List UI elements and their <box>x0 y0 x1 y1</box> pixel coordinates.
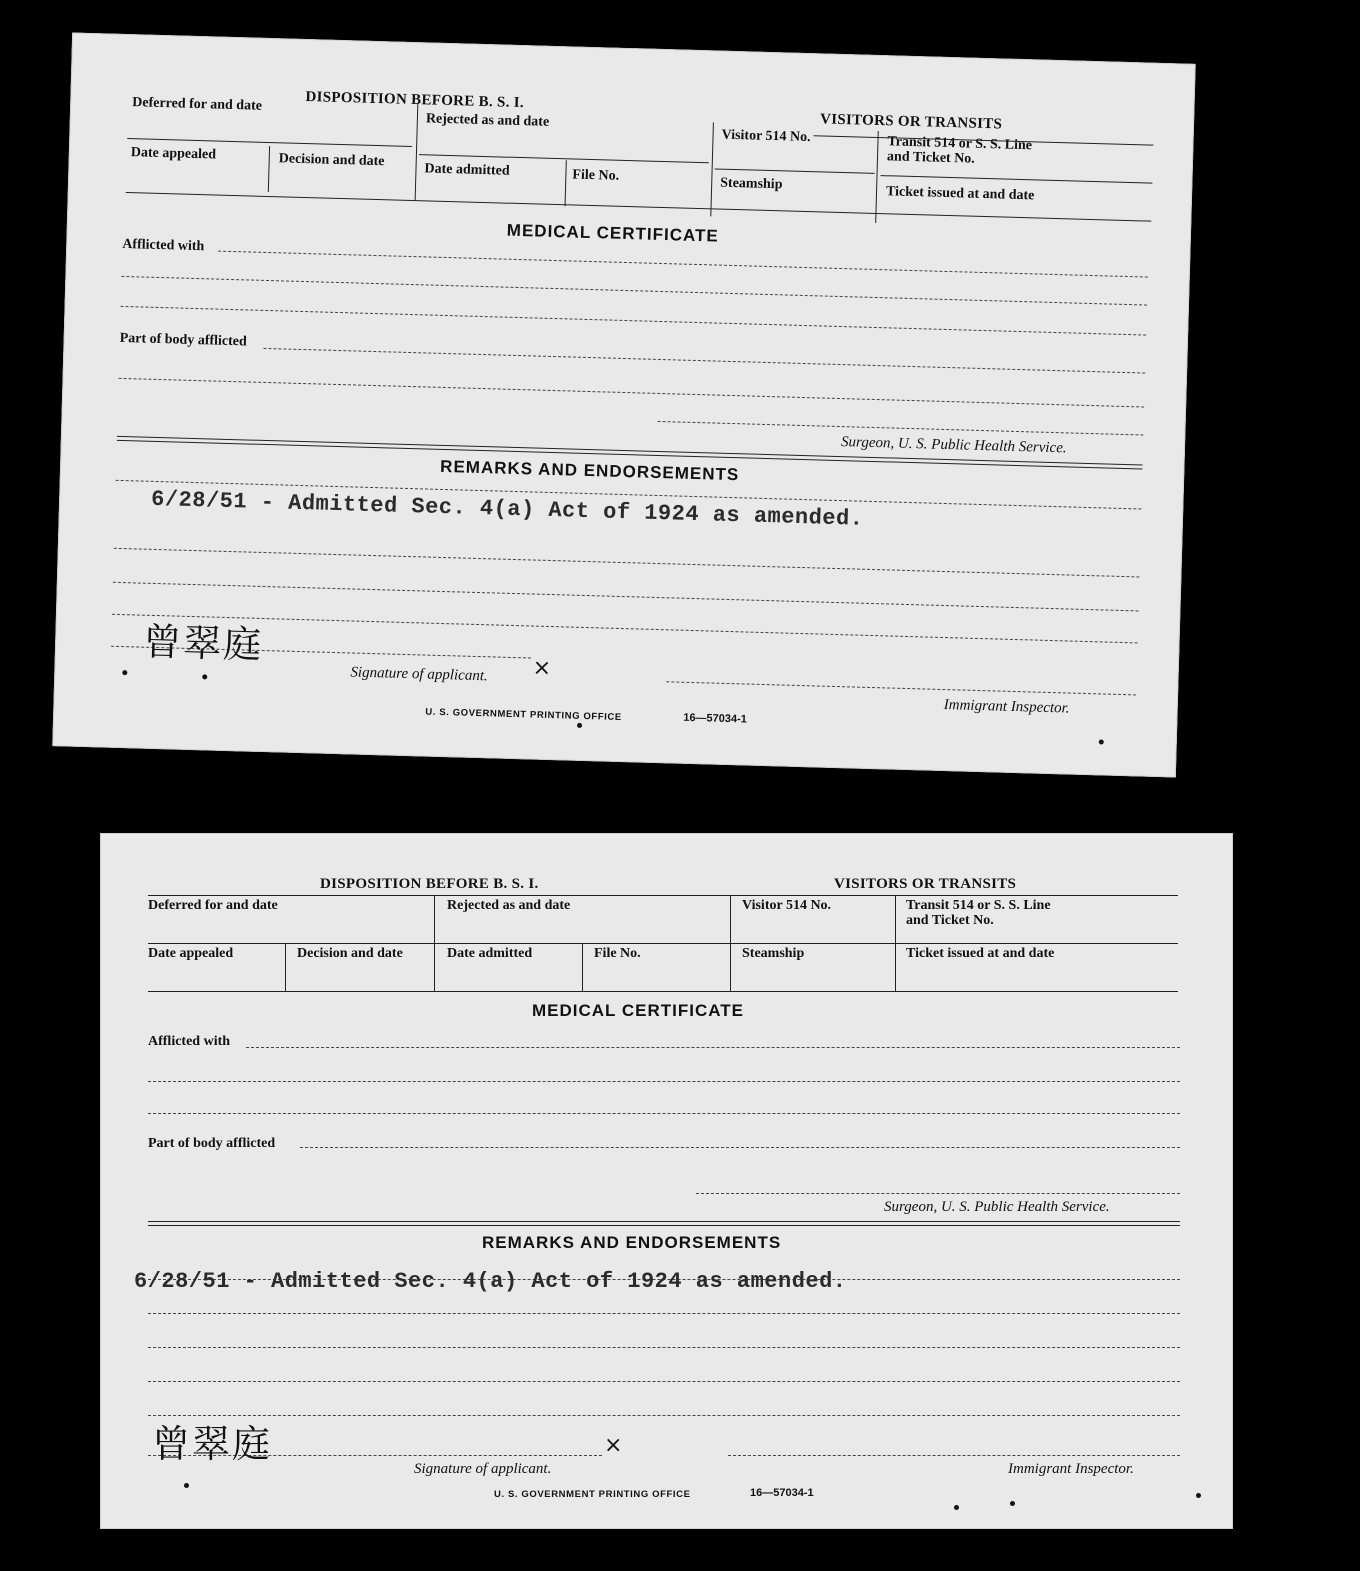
part-of-body-label: Part of body afflicted <box>148 1136 276 1151</box>
date-appealed-label: Date appealed <box>130 145 217 163</box>
divider <box>415 104 419 200</box>
dotted-line <box>148 1415 1180 1416</box>
remark-entry: 6/28/51 - Admitted Sec. 4(a) Act of 1924 as amended. <box>134 1269 847 1294</box>
dotted-line <box>148 1381 1180 1382</box>
ink-speck <box>577 723 582 728</box>
ink-speck <box>1010 1501 1015 1506</box>
divider <box>710 122 714 216</box>
transit-514-label: Transit 514 or S. S. Line <box>906 898 1051 913</box>
afflicted-with-label: Afflicted with <box>122 236 205 255</box>
disposition-heading: DISPOSITION BEFORE B. S. I. <box>305 88 525 112</box>
ink-speck <box>954 1505 959 1510</box>
rule <box>715 168 875 173</box>
disposition-heading: DISPOSITION BEFORE B. S. I. <box>320 876 539 892</box>
divider <box>434 895 435 991</box>
inspector-label: Immigrant Inspector. <box>1008 1461 1134 1477</box>
dotted-line <box>112 614 1138 644</box>
divider <box>268 146 270 192</box>
rejected-label: Rejected as and date <box>447 898 571 913</box>
inspector-signature-line <box>728 1455 1180 1456</box>
ticket-no-label: and Ticket No. <box>906 913 994 928</box>
divider <box>730 895 731 991</box>
double-rule <box>148 1221 1180 1226</box>
date-appealed-label: Date appealed <box>148 946 234 961</box>
rejected-label: Rejected as and date <box>425 111 550 130</box>
ticket-no-label: and Ticket No. <box>886 149 975 167</box>
visitors-heading: VISITORS OR TRANSITS <box>819 111 1003 133</box>
visitor-514-label: Visitor 514 No. <box>742 898 832 913</box>
remark-entry: 6/28/51 - Admitted Sec. 4(a) Act of 1924 as amended. <box>150 486 864 532</box>
printer-imprint: U. S. GOVERNMENT PRINTING OFFICE <box>425 706 622 724</box>
x-mark: × <box>532 655 552 682</box>
dotted-line <box>148 1113 1180 1114</box>
divider <box>582 943 583 991</box>
form-number: 16—57034-1 <box>750 1487 814 1499</box>
part-of-body-label: Part of body afflicted <box>119 330 247 350</box>
deferred-label: Deferred for and date <box>148 898 278 913</box>
decision-label: Decision and date <box>278 151 385 170</box>
dotted-line <box>148 1081 1180 1082</box>
date-admitted-label: Date admitted <box>424 161 510 179</box>
dotted-line <box>121 276 1147 306</box>
printer-imprint: U. S. GOVERNMENT PRINTING OFFICE <box>494 1489 691 1500</box>
dotted-line <box>119 378 1145 408</box>
form-number: 16—57034-1 <box>683 711 748 726</box>
ink-speck <box>122 670 127 675</box>
rule <box>880 175 1152 184</box>
steamship-label: Steamship <box>742 946 805 961</box>
rule <box>148 895 1178 896</box>
applicant-chinese-signature: 曾翠庭 <box>142 619 264 668</box>
immigration-card-top <box>52 32 1195 777</box>
medical-certificate-heading: MEDICAL CERTIFICATE <box>532 1001 744 1020</box>
ticket-issued-label: Ticket issued at and date <box>885 184 1035 204</box>
dotted-line <box>148 1313 1180 1314</box>
afflicted-with-label: Afflicted with <box>148 1034 231 1049</box>
surgeon-signature-line <box>658 421 1144 436</box>
ink-speck <box>184 1483 189 1488</box>
surgeon-signature-line <box>696 1193 1180 1194</box>
divider <box>895 895 896 991</box>
ticket-issued-label: Ticket issued at and date <box>906 946 1055 961</box>
dotted-line <box>218 251 1148 278</box>
ink-speck <box>1099 739 1104 744</box>
file-no-label: File No. <box>594 946 641 961</box>
dotted-line <box>263 348 1145 374</box>
dotted-line <box>113 582 1139 612</box>
ink-speck <box>1196 1493 1201 1498</box>
inspector-signature-line <box>666 681 1136 695</box>
rule <box>148 943 1178 944</box>
visitors-heading: VISITORS OR TRANSITS <box>834 876 1017 892</box>
inspector-label: Immigrant Inspector. <box>943 697 1070 717</box>
divider <box>285 943 286 991</box>
dotted-line <box>246 1047 1180 1048</box>
applicant-chinese-signature: 曾翠庭 <box>152 1422 273 1466</box>
deferred-label: Deferred for and date <box>132 95 263 114</box>
signature-label: Signature of applicant. <box>350 664 488 685</box>
signature-label: Signature of applicant. <box>414 1461 552 1477</box>
dotted-line <box>121 306 1147 336</box>
remarks-heading: REMARKS AND ENDORSEMENTS <box>482 1233 782 1252</box>
transit-514-label: Transit 514 or S. S. Line <box>887 134 1033 154</box>
divider <box>875 131 879 223</box>
x-mark: × <box>604 1433 623 1458</box>
rule <box>148 991 1178 992</box>
visitor-514-label: Visitor 514 No. <box>721 127 811 146</box>
dotted-line <box>300 1147 1180 1148</box>
dotted-line <box>148 1347 1180 1348</box>
steamship-label: Steamship <box>720 175 783 193</box>
date-admitted-label: Date admitted <box>447 946 533 961</box>
file-no-label: File No. <box>572 167 620 184</box>
remarks-heading: REMARKS AND ENDORSEMENTS <box>439 456 740 485</box>
dotted-line <box>114 548 1140 578</box>
surgeon-label: Surgeon, U. S. Public Health Service. <box>884 1199 1110 1215</box>
ink-speck <box>202 674 207 679</box>
decision-label: Decision and date <box>297 946 403 961</box>
divider <box>565 160 567 206</box>
immigration-card-bottom <box>100 833 1233 1529</box>
medical-certificate-heading: MEDICAL CERTIFICATE <box>506 220 720 246</box>
surgeon-label: Surgeon, U. S. Public Health Service. <box>840 434 1067 457</box>
